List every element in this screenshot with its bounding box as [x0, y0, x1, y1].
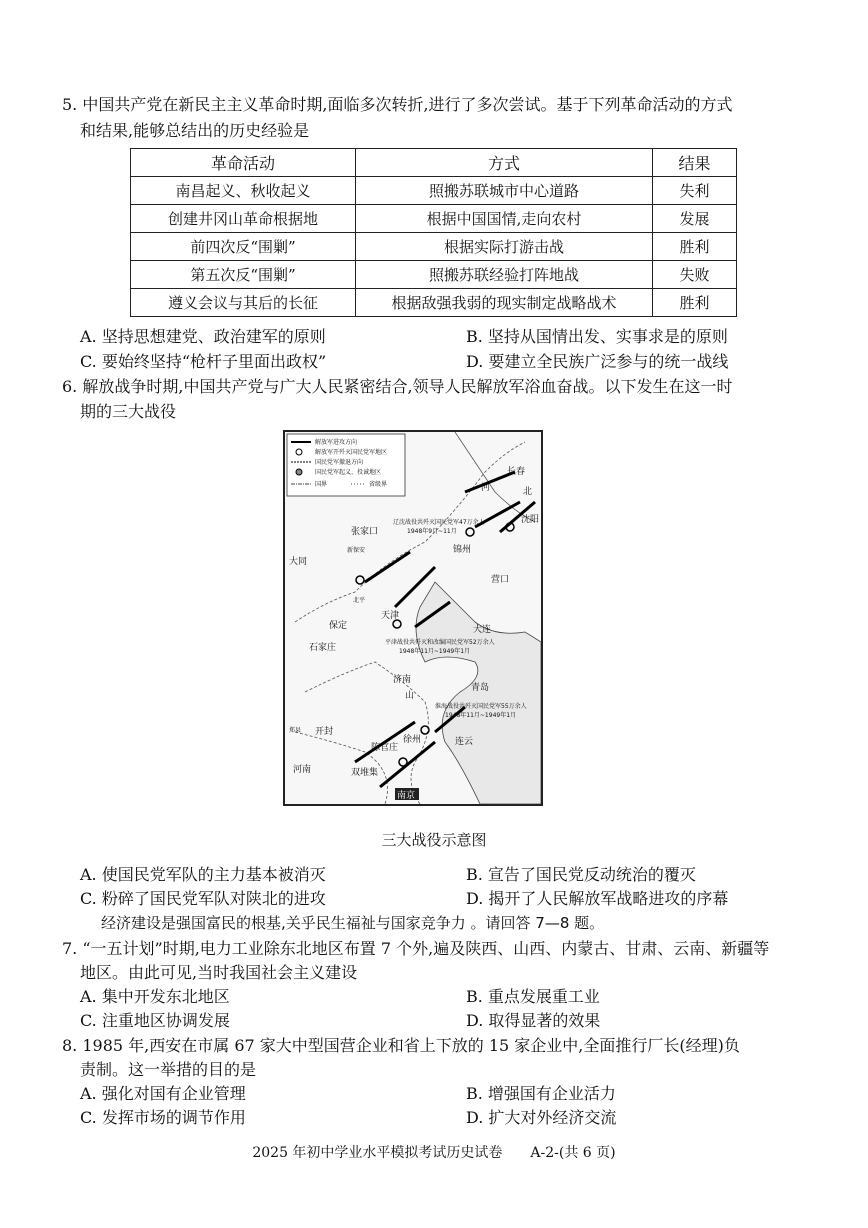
q8-option-d[interactable]: D. 扩大对外经济交流 [466, 1108, 617, 1127]
q6-option-c[interactable]: C. 粉碎了国民党军队对陕北的进攻 [80, 889, 326, 908]
q5-option-d[interactable]: D. 要建立全民族广泛参与的统一战线 [466, 352, 729, 371]
q5-option-a[interactable]: A. 坚持思想建党、政治建军的原则 [80, 327, 326, 346]
heilongjiang-label: 北 [523, 487, 533, 497]
annihilation-symbol [393, 620, 401, 628]
q6-stem-line2: 期的三大战役 [80, 402, 177, 421]
city-jinan: 济南 [393, 675, 412, 685]
annihilation-symbol [399, 758, 407, 766]
city-zhangjiakou: 张家口 [351, 527, 379, 537]
table-cell: 根据敌强我弱的现实制定战略战术 [356, 289, 653, 317]
map-svg [285, 432, 541, 804]
city-datong: 大同 [289, 557, 308, 567]
table-cell: 前四次反“围剿” [131, 233, 356, 261]
q7-option-d[interactable]: D. 取得显著的效果 [466, 1011, 601, 1030]
q8-option-b[interactable]: B. 增强国有企业活力 [466, 1084, 616, 1103]
annihilation-symbol [356, 576, 364, 584]
table-cell: 胜利 [653, 289, 737, 317]
city-jinzhou: 锦州 [453, 545, 472, 555]
q8-stem-line1: 8. 1985 年,西安在市属 67 家大中型国营企业和省上下放的 15 家企业中,全面推行厂长(经理)负 [62, 1036, 740, 1055]
city-beiping: 北平 [353, 597, 366, 604]
table-row [131, 261, 737, 289]
city-xinbaoan: 新保安 [347, 547, 366, 554]
city-nanjing: 南京 [397, 791, 416, 801]
table-cell: 发展 [653, 205, 737, 233]
table-row [131, 233, 737, 261]
q5-option-c[interactable]: C. 要始终坚持“枪杆子里面出政权” [80, 352, 327, 371]
city-chenguanzhuang: 陈官庄 [371, 743, 399, 753]
city-yingkou: 营口 [491, 575, 510, 585]
legend-item: 国民党军撤退方向 [315, 459, 364, 466]
q7-stem-line2: 地区。由此可见,当时我国社会主义建设 [80, 963, 358, 982]
pla-arrow [365, 552, 410, 582]
sea-area [416, 582, 541, 804]
q6-option-b[interactable]: B. 宣告了国民党反动统治的覆灭 [466, 865, 696, 884]
q7-option-b[interactable]: B. 重点发展重工业 [466, 987, 600, 1006]
q5-stem-line2: 和结果,能够总结出的历史经验是 [80, 121, 310, 140]
q6-option-d[interactable]: D. 揭开了人民解放军战略进攻的序幕 [466, 889, 729, 908]
table-row [131, 205, 737, 233]
three-campaigns-map [283, 430, 543, 806]
city-changchun: 长春 [507, 467, 526, 477]
table-cell: 失利 [653, 177, 737, 205]
city-kaifeng: 开封 [315, 727, 334, 737]
city-shijiazhuang: 石家庄 [309, 643, 337, 653]
legend-item: 省级界 [369, 481, 388, 488]
q7-option-c[interactable]: C. 注重地区协调发展 [80, 1011, 230, 1030]
legend-item: 国民党军起义、投诚地区 [315, 469, 382, 476]
table-cell: 遵义会议与其后的长征 [131, 289, 356, 317]
table-cell: 第五次反“围剿” [131, 261, 356, 289]
q7-stem-line1: 7. “一五计划”时期,电力工业除东北地区布置 7 个外,遍及陕西、山西、内蒙古、甘肃、云南、新疆等 [62, 939, 770, 958]
city-shuangduiji: 双堆集 [351, 768, 379, 778]
legend-surrender-symbol [296, 469, 302, 475]
table-cell: 南昌起义、秋收起义 [131, 177, 356, 205]
table-cell: 根据中国国情,走向农村 [356, 205, 653, 233]
table-cell: 照搬苏联城市中心道路 [356, 177, 653, 205]
huaihai-label: 淮海战役共歼灭国民党军55万余人 [435, 703, 527, 710]
liaoshen-date: 1948年9月~11月 [407, 528, 457, 535]
city-zhengzhou: 郑县 [289, 727, 302, 734]
table-row [131, 177, 737, 205]
legend-item: 国界 [315, 481, 328, 488]
city-qingdao: 青岛 [471, 683, 490, 693]
map-caption: 三大战役示意图 [381, 831, 487, 849]
pingjin-label: 平津战役共歼灭和改编国民党军52万余人 [385, 639, 495, 646]
table-cell: 照搬苏联经验打阵地战 [356, 261, 653, 289]
q7-8-intro: 经济建设是强国富民的根基,关乎民生福祉与国家竞争力 。请回答 7—8 题。 [101, 914, 605, 932]
q5-stem-line1: 5. 中国共产党在新民主主义革命时期,面临多次转折,进行了多次尝试。基于下列革命活动的方式 [62, 95, 733, 114]
annihilation-symbol [466, 528, 474, 536]
table-cell: 创建井冈山革命根据地 [131, 205, 356, 233]
city-shenyang: 沈阳 [521, 515, 540, 525]
q6-option-a[interactable]: A. 使国民党军队的主力基本被消灭 [80, 865, 326, 884]
pingjin-date: 1948年11月~1949年1月 [399, 648, 471, 655]
table-header-result: 结果 [653, 149, 737, 177]
page-footer: 2025 年初中学业水平模拟考试历史试卷 A-2-(共 6 页) [252, 1145, 616, 1161]
table-cell: 根据实际打游击战 [356, 233, 653, 261]
q5-option-b[interactable]: B. 坚持从国情出发、实事求是的原则 [466, 327, 728, 346]
table-cell: 胜利 [653, 233, 737, 261]
city-dalian: 大连 [473, 625, 492, 635]
city-xuzhou: 徐州 [403, 735, 422, 745]
q8-stem-line2: 责制。这一举措的目的是 [80, 1060, 257, 1079]
province-henan: 河南 [293, 765, 312, 775]
river-label: 河 [481, 483, 491, 493]
q8-option-a[interactable]: A. 强化对国有企业管理 [80, 1084, 246, 1103]
legend-item: 解放军进攻方向 [315, 439, 358, 446]
annihilation-symbol [421, 726, 429, 734]
national-border [455, 432, 535, 522]
province-shandong: 山 [405, 691, 415, 701]
city-tianjin: 天津 [381, 611, 400, 621]
q5-table [130, 148, 737, 317]
table-header-method: 方式 [356, 149, 653, 177]
q7-option-a[interactable]: A. 集中开发东北地区 [80, 987, 230, 1006]
table-cell: 失败 [653, 261, 737, 289]
q8-option-c[interactable]: C. 发挥市场的调节作用 [80, 1108, 246, 1127]
table-header-activity: 革命活动 [131, 149, 356, 177]
table-header-row [131, 149, 737, 177]
q6-stem-line1: 6. 解放战争时期,中国共产党与广大人民紧密结合,领导人民解放军浴血奋战。以下发生在这一时 [62, 377, 733, 396]
city-lianyungang: 连云 [455, 737, 474, 747]
legend-item: 解放军开歼灭国民党军地区 [315, 449, 388, 456]
huaihai-date: 1948年11月~1949年1月 [445, 712, 517, 719]
table-row [131, 289, 737, 317]
city-baoding: 保定 [329, 621, 348, 631]
liaoshen-label: 辽沈战役共歼灭国民党军47万余人 [393, 519, 485, 526]
